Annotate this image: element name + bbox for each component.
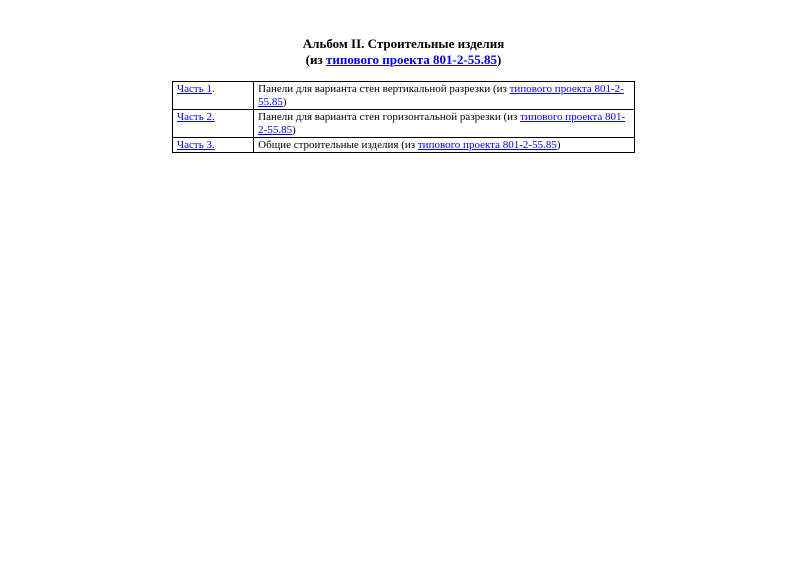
subtitle-prefix: (из	[305, 52, 326, 67]
description-cell	[254, 82, 635, 110]
part-1-link[interactable]: Часть 1	[177, 83, 212, 95]
table-row	[173, 138, 635, 153]
project-link[interactable]: типового проекта 801-2-55.85	[258, 83, 624, 108]
description-suffix: )	[556, 139, 561, 151]
document-heading	[0, 36, 807, 68]
part-1-suffix: .	[212, 83, 215, 95]
part-cell	[173, 110, 254, 138]
table-row	[173, 82, 635, 110]
part-cell	[173, 138, 254, 153]
description-cell	[254, 110, 635, 138]
part-2-link[interactable]: Часть 2.	[177, 111, 215, 123]
description-text: Панели для варианта стен горизонтальной разрезки (из	[258, 111, 521, 123]
part-3-link[interactable]: Часть 3.	[177, 139, 215, 151]
project-link[interactable]: типового проекта 801-2-55.85	[258, 111, 626, 136]
parts-table	[172, 81, 635, 153]
description-text: Панели для варианта стен вертикальной разрезки (из	[258, 83, 510, 95]
project-link[interactable]: типового проекта 801-2-55.85	[417, 139, 557, 151]
subtitle-project-link[interactable]: типового проекта 801-2-55.85	[325, 52, 497, 67]
table-row	[173, 110, 635, 138]
subtitle-suffix: )	[496, 52, 502, 67]
description-text: Общие строительные изделия (из	[258, 139, 418, 151]
part-cell	[173, 82, 254, 110]
description-suffix: )	[292, 124, 296, 136]
description-suffix: )	[282, 96, 287, 108]
page-title: Альбом II. Строительные изделия	[302, 36, 505, 51]
page-subtitle	[0, 52, 807, 68]
description-cell	[254, 138, 635, 153]
